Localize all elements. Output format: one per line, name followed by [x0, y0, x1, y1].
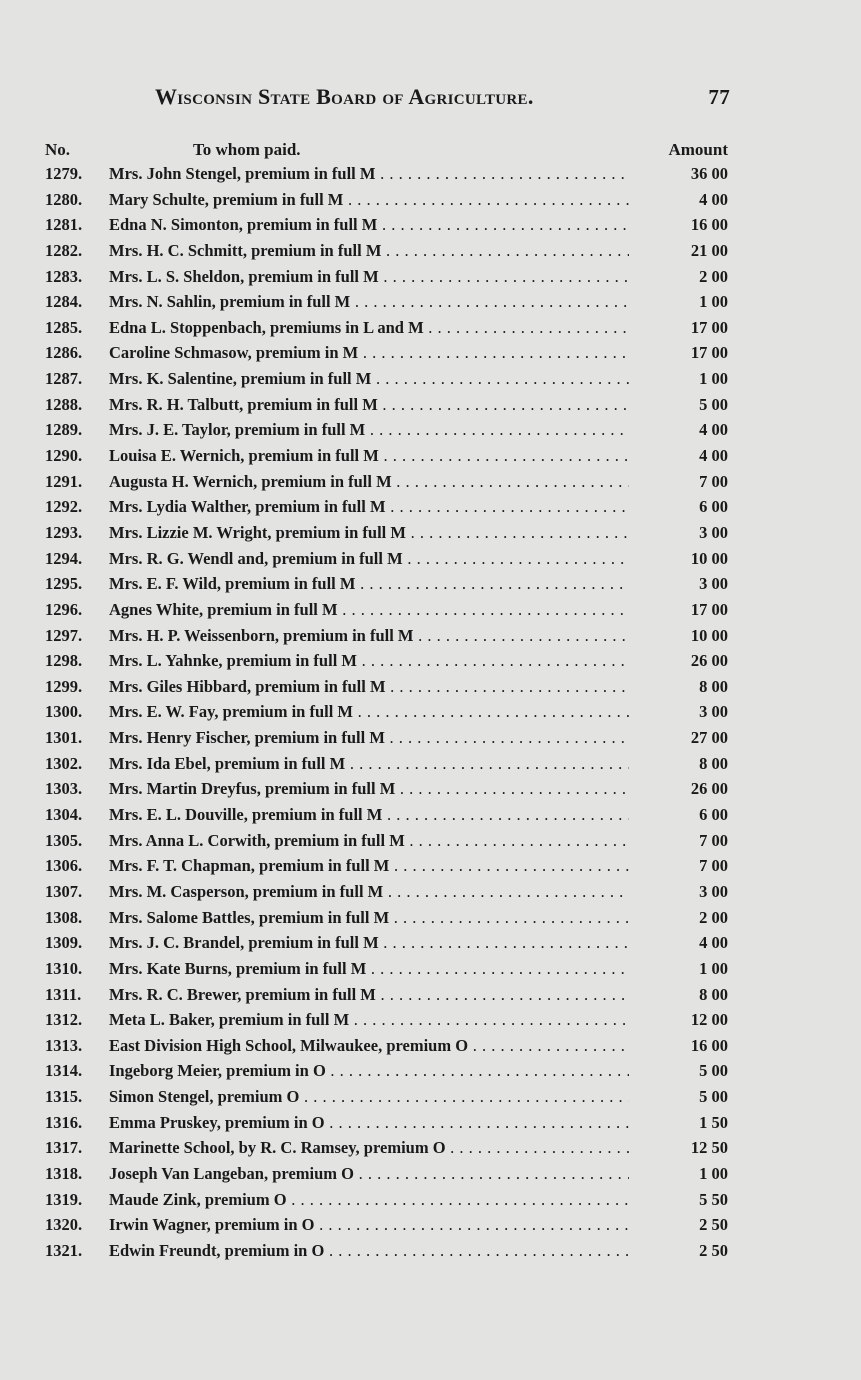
payee-description: Mrs. J. E. Taylor, premium in full M . . .	[109, 417, 629, 443]
amount-value: 8 00	[699, 984, 728, 1004]
amount-value: 2 50	[699, 1240, 728, 1260]
amount-value: 2 00	[699, 266, 728, 286]
payee-description: Mrs. E. F. Wild, premium in full M . . .	[109, 571, 629, 597]
entry-number: 1297.	[45, 625, 83, 645]
entry-number: 1300.	[45, 702, 83, 722]
amount-value: 17 00	[690, 317, 728, 337]
table-row	[45, 956, 728, 982]
entry-number: 1319.	[45, 1189, 83, 1209]
entry-number: 1296.	[45, 599, 83, 619]
payee-description: Marinette School, by R. C. Ramsey, premium O . . .	[109, 1135, 629, 1161]
entry-number: 1280.	[45, 189, 83, 209]
entry-number: 1316.	[45, 1112, 83, 1132]
table-row	[45, 1007, 728, 1033]
payee-description: Mrs. J. C. Brandel, premium in full M . . .	[109, 930, 629, 956]
amount-value: 17 00	[690, 599, 728, 619]
entry-number: 1306.	[45, 856, 83, 876]
payee-description: Augusta H. Wernich, premium in full M . . .	[109, 469, 629, 495]
table-row	[45, 392, 728, 418]
entry-number: 1291.	[45, 471, 83, 491]
table-row	[45, 597, 728, 623]
table-row	[45, 1110, 728, 1136]
table-row	[45, 520, 728, 546]
table-row	[45, 905, 728, 931]
entry-number: 1312.	[45, 1010, 83, 1030]
amount-value: 10 00	[690, 548, 728, 568]
entry-number: 1279.	[45, 164, 83, 183]
amount-value: 3 00	[699, 522, 728, 542]
entry-number: 1305.	[45, 830, 83, 850]
table-row	[45, 828, 728, 854]
payee-description: Mrs. E. L. Douville, premium in full M . . .	[109, 802, 629, 828]
entry-number: 1314.	[45, 1061, 83, 1081]
table-row	[45, 238, 728, 264]
table-row	[45, 853, 728, 879]
payee-description: Mrs. Lydia Walther, premium in full M . . .	[109, 494, 629, 520]
amount-value: 27 00	[690, 728, 728, 748]
amount-value: 5 50	[699, 1189, 728, 1209]
payee-description: Mary Schulte, premium in full M . . .	[109, 187, 629, 213]
table-row	[45, 751, 728, 777]
entry-number: 1288.	[45, 394, 83, 414]
amount-value: 3 00	[699, 574, 728, 594]
amount-value: 21 00	[690, 240, 728, 260]
payee-description: Mrs. Kate Burns, premium in full M . . .	[109, 956, 629, 982]
table-row	[45, 161, 728, 187]
table-row	[45, 725, 728, 751]
page-number: 77	[708, 85, 730, 109]
entry-number: 1285.	[45, 317, 83, 337]
column-header-no: No.	[45, 140, 71, 159]
table-row	[45, 776, 728, 802]
payee-description: Irwin Wagner, premium in O . . .	[109, 1212, 629, 1238]
amount-value: 8 00	[699, 676, 728, 696]
entry-number: 1287.	[45, 369, 83, 389]
payee-description: Emma Pruskey, premium in O . . .	[109, 1110, 629, 1136]
entry-number: 1309.	[45, 933, 83, 953]
amount-value: 5 00	[699, 1061, 728, 1081]
payee-description: Mrs. H. P. Weissenborn, premium in full M . . .	[109, 623, 629, 649]
entry-number: 1315.	[45, 1087, 83, 1107]
amount-value: 10 00	[690, 625, 728, 645]
amount-value: 6 00	[699, 497, 728, 517]
amount-value: 12 00	[690, 1010, 728, 1030]
column-header-amount: Amount	[668, 140, 728, 159]
amount-value: 4 00	[699, 189, 728, 209]
payee-description: Mrs. Lizzie M. Wright, premium in full M . . .	[109, 520, 629, 546]
table-row	[45, 1212, 728, 1238]
entry-number: 1303.	[45, 779, 83, 799]
table-row	[45, 417, 728, 443]
table-row	[45, 879, 728, 905]
payee-description: Mrs. R. G. Wendl and, premium in full M . . .	[109, 546, 629, 572]
entry-number: 1311.	[45, 984, 82, 1004]
amount-value: 1 50	[699, 1112, 728, 1132]
payee-description: Edna L. Stoppenbach, premiums in L and M . . .	[109, 315, 629, 341]
entry-number: 1318.	[45, 1163, 83, 1183]
amount-value: 4 00	[699, 933, 728, 953]
table-row	[45, 648, 728, 674]
entry-number: 1283.	[45, 266, 83, 286]
entry-number: 1289.	[45, 420, 83, 440]
table-row	[45, 264, 728, 290]
table-row	[45, 340, 728, 366]
payee-description: Mrs. L. S. Sheldon, premium in full M . . .	[109, 264, 629, 290]
payee-description: Mrs. R. C. Brewer, premium in full M . . .	[109, 982, 629, 1008]
payee-description: Mrs. Ida Ebel, premium in full M . . .	[109, 751, 629, 777]
amount-value: 12 50	[690, 1138, 728, 1158]
table-row	[45, 546, 728, 572]
table-row	[45, 1238, 728, 1264]
amount-value: 26 00	[690, 651, 728, 671]
entry-number: 1308.	[45, 907, 83, 927]
amount-value: 7 00	[699, 830, 728, 850]
entry-number: 1298.	[45, 651, 83, 671]
payee-description: Mrs. Martin Dreyfus, premium in full M . . .	[109, 776, 629, 802]
table-row	[45, 315, 728, 341]
payee-description: Mrs. Giles Hibbard, premium in full M . . .	[109, 674, 629, 700]
entry-number: 1282.	[45, 240, 83, 260]
payee-description: Mrs. K. Salentine, premium in full M . . .	[109, 366, 629, 392]
entry-number: 1302.	[45, 753, 83, 773]
entry-number: 1284.	[45, 292, 83, 312]
table-row	[45, 674, 728, 700]
entry-number: 1313.	[45, 1035, 83, 1055]
table-row	[45, 1084, 728, 1110]
amount-value: 16 00	[690, 1035, 728, 1055]
table-row	[45, 187, 728, 213]
table-row	[45, 212, 728, 238]
payee-description: Edna N. Simonton, premium in full M . . .	[109, 212, 629, 238]
payee-description: Mrs. N. Sahlin, premium in full M . . .	[109, 289, 629, 315]
amount-value: 4 00	[699, 420, 728, 440]
payee-description: Louisa E. Wernich, premium in full M . . .	[109, 443, 629, 469]
table-row	[45, 289, 728, 315]
table-row	[45, 1058, 728, 1084]
payee-description: Mrs. L. Yahnke, premium in full M . . .	[109, 648, 629, 674]
payee-description: Mrs. R. H. Talbutt, premium in full M . . .	[109, 392, 629, 418]
table-row	[45, 982, 728, 1008]
table-row	[45, 469, 728, 495]
table-row	[45, 443, 728, 469]
table-row	[45, 699, 728, 725]
amount-value: 1 00	[699, 292, 728, 312]
payee-description: Simon Stengel, premium O . . .	[109, 1084, 629, 1110]
payment-list	[45, 161, 728, 1264]
entry-number: 1290.	[45, 446, 83, 466]
amount-value: 5 00	[699, 394, 728, 414]
table-row	[45, 1135, 728, 1161]
table-row	[45, 1161, 728, 1187]
table-row	[45, 930, 728, 956]
payee-description: East Division High School, Milwaukee, premium O . . .	[109, 1033, 629, 1059]
amount-value: 1 00	[699, 369, 728, 389]
entry-number: 1293.	[45, 522, 83, 542]
payee-description: Ingeborg Meier, premium in O . . .	[109, 1058, 629, 1084]
column-headers	[45, 140, 728, 162]
amount-value: 2 00	[699, 907, 728, 927]
payee-description: Caroline Schmasow, premium in M . . .	[109, 340, 629, 366]
entry-number: 1292.	[45, 497, 83, 517]
page-title: Wisconsin State Board of Agriculture.	[155, 84, 534, 109]
amount-value: 4 00	[699, 446, 728, 466]
payee-description: Joseph Van Langeban, premium O . . .	[109, 1161, 629, 1187]
amount-value: 36 00	[690, 164, 728, 183]
entry-number: 1286.	[45, 343, 83, 363]
table-row	[45, 494, 728, 520]
entry-number: 1320.	[45, 1215, 83, 1235]
amount-value: 7 00	[699, 471, 728, 491]
amount-value: 3 00	[699, 881, 728, 901]
amount-value: 16 00	[690, 215, 728, 235]
amount-value: 8 00	[699, 753, 728, 773]
payee-description: Mrs. Salome Battles, premium in full M . . .	[109, 905, 629, 931]
amount-value: 6 00	[699, 805, 728, 825]
payee-description: Agnes White, premium in full M . . .	[109, 597, 629, 623]
table-row	[45, 802, 728, 828]
entry-number: 1307.	[45, 881, 83, 901]
payee-description: Mrs. E. W. Fay, premium in full M . . .	[109, 699, 629, 725]
amount-value: 7 00	[699, 856, 728, 876]
amount-value: 1 00	[699, 958, 728, 978]
entry-number: 1299.	[45, 676, 83, 696]
amount-value: 5 00	[699, 1087, 728, 1107]
payee-description: Mrs. M. Casperson, premium in full M . . .	[109, 879, 629, 905]
table-row	[45, 1187, 728, 1213]
payee-description: Edwin Freundt, premium in O . . .	[109, 1238, 629, 1264]
table-row	[45, 571, 728, 597]
amount-value: 1 00	[699, 1163, 728, 1183]
entry-number: 1317.	[45, 1138, 83, 1158]
entry-number: 1295.	[45, 574, 83, 594]
amount-value: 2 50	[699, 1215, 728, 1235]
entry-number: 1281.	[45, 215, 83, 235]
payee-description: Meta L. Baker, premium in full M . . .	[109, 1007, 629, 1033]
table-row	[45, 1033, 728, 1059]
amount-value: 17 00	[690, 343, 728, 363]
column-header-payee: To whom paid.	[193, 140, 301, 159]
amount-value: 26 00	[690, 779, 728, 799]
entry-number: 1304.	[45, 805, 83, 825]
page-header	[155, 84, 730, 110]
table-row	[45, 366, 728, 392]
amount-value: 3 00	[699, 702, 728, 722]
entry-number: 1301.	[45, 728, 83, 748]
payee-description: Mrs. H. C. Schmitt, premium in full M . . .	[109, 238, 629, 264]
payee-description: Mrs. Anna L. Corwith, premium in full M . . .	[109, 828, 629, 854]
payee-description: Mrs. F. T. Chapman, premium in full M . . .	[109, 853, 629, 879]
entry-number: 1321.	[45, 1240, 83, 1260]
entry-number: 1294.	[45, 548, 83, 568]
entry-number: 1310.	[45, 958, 83, 978]
payee-description: Maude Zink, premium O . . .	[109, 1187, 629, 1213]
payee-description: Mrs. Henry Fischer, premium in full M . . .	[109, 725, 629, 751]
payee-description: Mrs. John Stengel, premium in full M . . .	[109, 161, 629, 187]
table-row	[45, 623, 728, 649]
